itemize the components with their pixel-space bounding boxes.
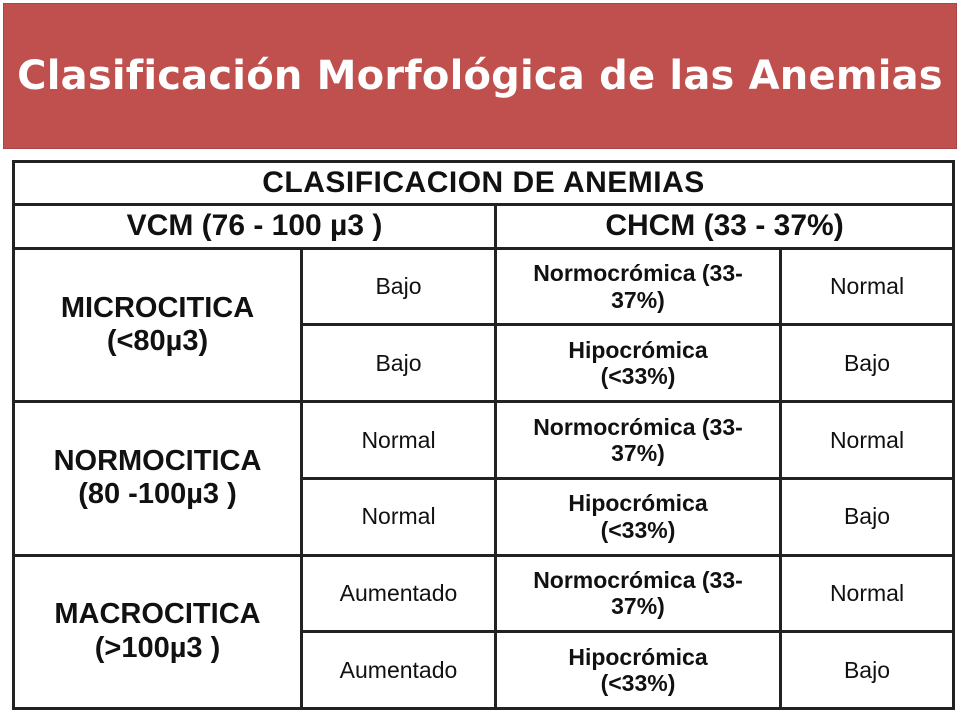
chcm-type-line1: Normocrómica (33- [533,413,743,440]
chcm-type-line1: Normocrómica (33- [533,260,743,287]
cell-chcm-level: Bajo [781,478,954,555]
cell-chcm-type [496,478,781,555]
slide-title: Clasificación Morfológica de las Anemias [17,53,943,99]
cell-chcm-level: Normal [781,248,954,325]
chcm-header: CHCM (33 - 37%) [496,205,954,248]
cell-chcm-level: Bajo [781,325,954,402]
table-caption: CLASIFICACION DE ANEMIAS [14,162,954,205]
cell-size-class [14,402,302,555]
table-row [14,402,954,479]
table-row [14,248,954,325]
cell-chcm-level: Bajo [781,632,954,709]
cell-size-class [14,555,302,708]
cell-chcm-type [496,632,781,709]
table-header-row [14,205,954,248]
cell-chcm-type [496,402,781,479]
cell-chcm-type [496,555,781,632]
cell-vcm: Bajo [302,248,496,325]
chcm-type-line2: (<33%) [600,670,676,697]
size-class-range: (80 -100µ3 ) [78,478,237,511]
cell-chcm-level: Normal [781,402,954,479]
chcm-type-line2: (<33%) [600,363,676,390]
cell-vcm: Normal [302,478,496,555]
chcm-type-line1: Hipocrómica [568,490,708,517]
cell-chcm-level: Normal [781,555,954,632]
cell-chcm-type [496,325,781,402]
cell-vcm: Normal [302,402,496,479]
cell-vcm: Bajo [302,325,496,402]
vcm-header: VCM (76 - 100 µ3 ) [14,205,496,248]
cell-vcm: Aumentado [302,632,496,709]
cell-size-class [14,248,302,401]
size-class-name: MACROCITICA [54,598,261,631]
cell-chcm-type [496,248,781,325]
chcm-type-line2: 37%) [611,286,665,313]
anemia-classification-table [12,160,955,710]
table-caption-row [14,162,954,205]
title-bar [3,3,957,149]
size-class-range: (<80µ3) [106,324,209,357]
chcm-type-line2: 37%) [611,593,665,620]
size-class-name: MICROCITICA [60,291,255,324]
chcm-type-line2: (<33%) [600,516,676,543]
size-class-range: (>100µ3 ) [94,631,221,664]
chcm-type-line1: Normocrómica (33- [533,566,743,593]
chcm-type-line2: 37%) [611,440,665,466]
size-class-name: NORMOCITICA [53,445,262,477]
chcm-type-line1: Hipocrómica [568,643,708,670]
cell-vcm: Aumentado [302,555,496,632]
table-row [14,555,954,632]
chcm-type-line1: Hipocrómica [568,336,708,363]
